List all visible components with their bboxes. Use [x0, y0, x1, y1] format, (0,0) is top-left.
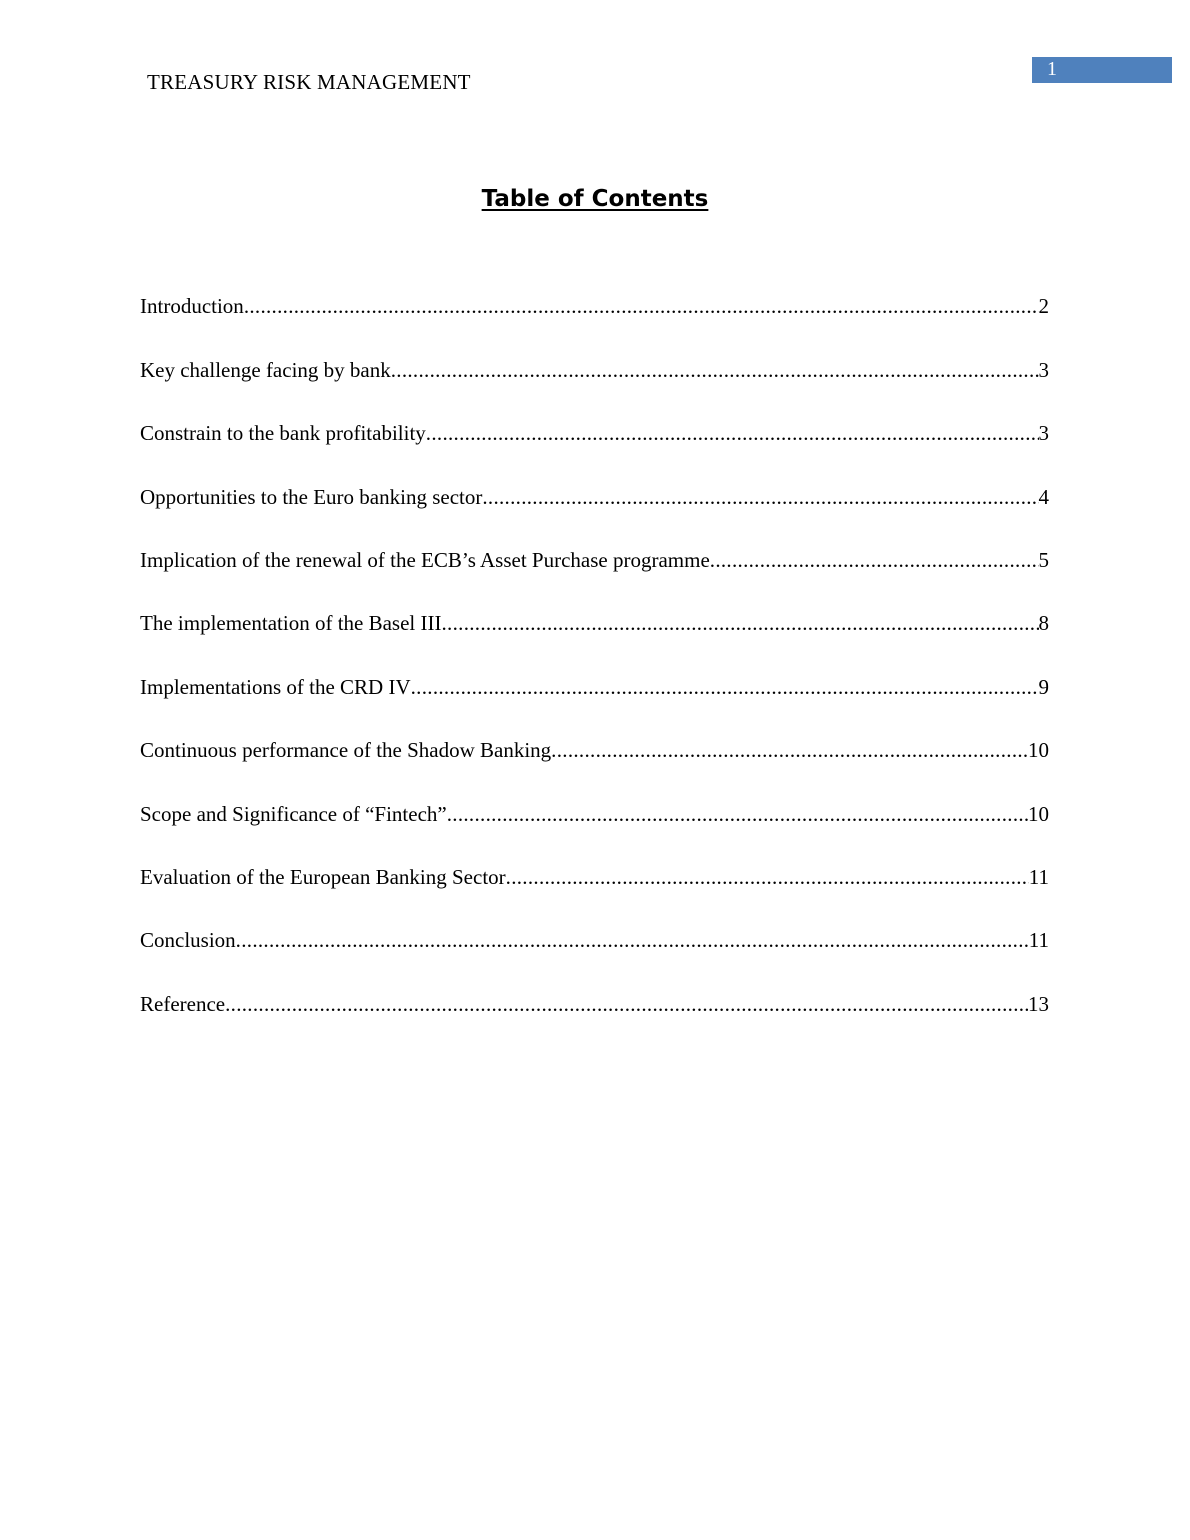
- toc-leader: [236, 928, 1029, 953]
- toc-entry-constrain[interactable]: [140, 421, 1049, 449]
- toc-entry-text: Implementations of the CRD IV: [140, 675, 411, 699]
- toc-entry-text: Conclusion: [140, 928, 236, 952]
- toc-leader: [244, 294, 1039, 319]
- toc-entry-conclusion[interactable]: [140, 928, 1049, 956]
- toc-entry-page: 2: [1038, 294, 1049, 318]
- toc-entry-text: Introduction: [140, 294, 244, 318]
- toc-leader: [426, 421, 1039, 446]
- toc-entry-page: 11: [1028, 928, 1049, 952]
- toc-entry-text: Implication of the renewal of the ECB’s Asset Purchase programme: [140, 548, 710, 572]
- toc-entry-text: Continuous performance of the Shadow Banking: [140, 738, 552, 762]
- toc-leader: [447, 802, 1028, 827]
- toc-entry-basel-iii[interactable]: [140, 611, 1049, 639]
- toc-entry-shadow-banking[interactable]: [140, 738, 1049, 766]
- toc-title: Table of Contents: [481, 186, 709, 212]
- toc-entry-page: 10: [1028, 802, 1049, 826]
- toc-entry-fintech[interactable]: [140, 802, 1049, 830]
- toc-entry-evaluation[interactable]: [140, 865, 1049, 893]
- toc-entry-page: 8: [1038, 611, 1049, 635]
- toc-leader: [506, 865, 1029, 890]
- toc-entry-text: Key challenge facing by bank: [140, 358, 391, 382]
- toc-entry-page: 9: [1038, 675, 1049, 699]
- toc-entry-page: 3: [1038, 421, 1049, 445]
- page-number: 1: [1047, 58, 1057, 80]
- toc-entry-crd-iv[interactable]: [140, 675, 1049, 703]
- toc-leader: [411, 675, 1039, 700]
- toc-leader: [442, 611, 1039, 636]
- page-number-box: [1032, 57, 1172, 83]
- toc-entry-text: Constrain to the bank profitability: [140, 421, 426, 445]
- toc-entry-reference[interactable]: [140, 992, 1049, 1020]
- toc-entry-text: Scope and Significance of “Fintech”: [140, 802, 447, 826]
- toc-entry-implication-ecb[interactable]: [140, 548, 1049, 576]
- toc-leader: [482, 485, 1038, 510]
- toc-entry-opportunities[interactable]: [140, 485, 1049, 513]
- toc-entry-text: Reference: [140, 992, 226, 1016]
- toc-entry-text: Opportunities to the Euro banking sector: [140, 485, 483, 509]
- toc-entry-key-challenge[interactable]: [140, 358, 1049, 386]
- toc-leader: [551, 738, 1028, 763]
- toc-entry-page: 4: [1038, 485, 1049, 509]
- toc-entry-text: The implementation of the Basel III: [140, 611, 442, 635]
- toc-entry-page: 5: [1038, 548, 1049, 572]
- toc-leader: [225, 992, 1028, 1017]
- toc-entry-page: 10: [1028, 738, 1049, 762]
- toc-leader: [710, 548, 1039, 573]
- toc-entry-text: Evaluation of the European Banking Sector: [140, 865, 506, 889]
- toc-entry-introduction[interactable]: [140, 294, 1049, 322]
- toc-entry-page: 11: [1028, 865, 1049, 889]
- toc-leader: [391, 358, 1039, 383]
- running-header-title: TREASURY RISK MANAGEMENT: [147, 70, 471, 94]
- toc-entry-page: 3: [1038, 358, 1049, 382]
- toc-entry-page: 13: [1028, 992, 1049, 1016]
